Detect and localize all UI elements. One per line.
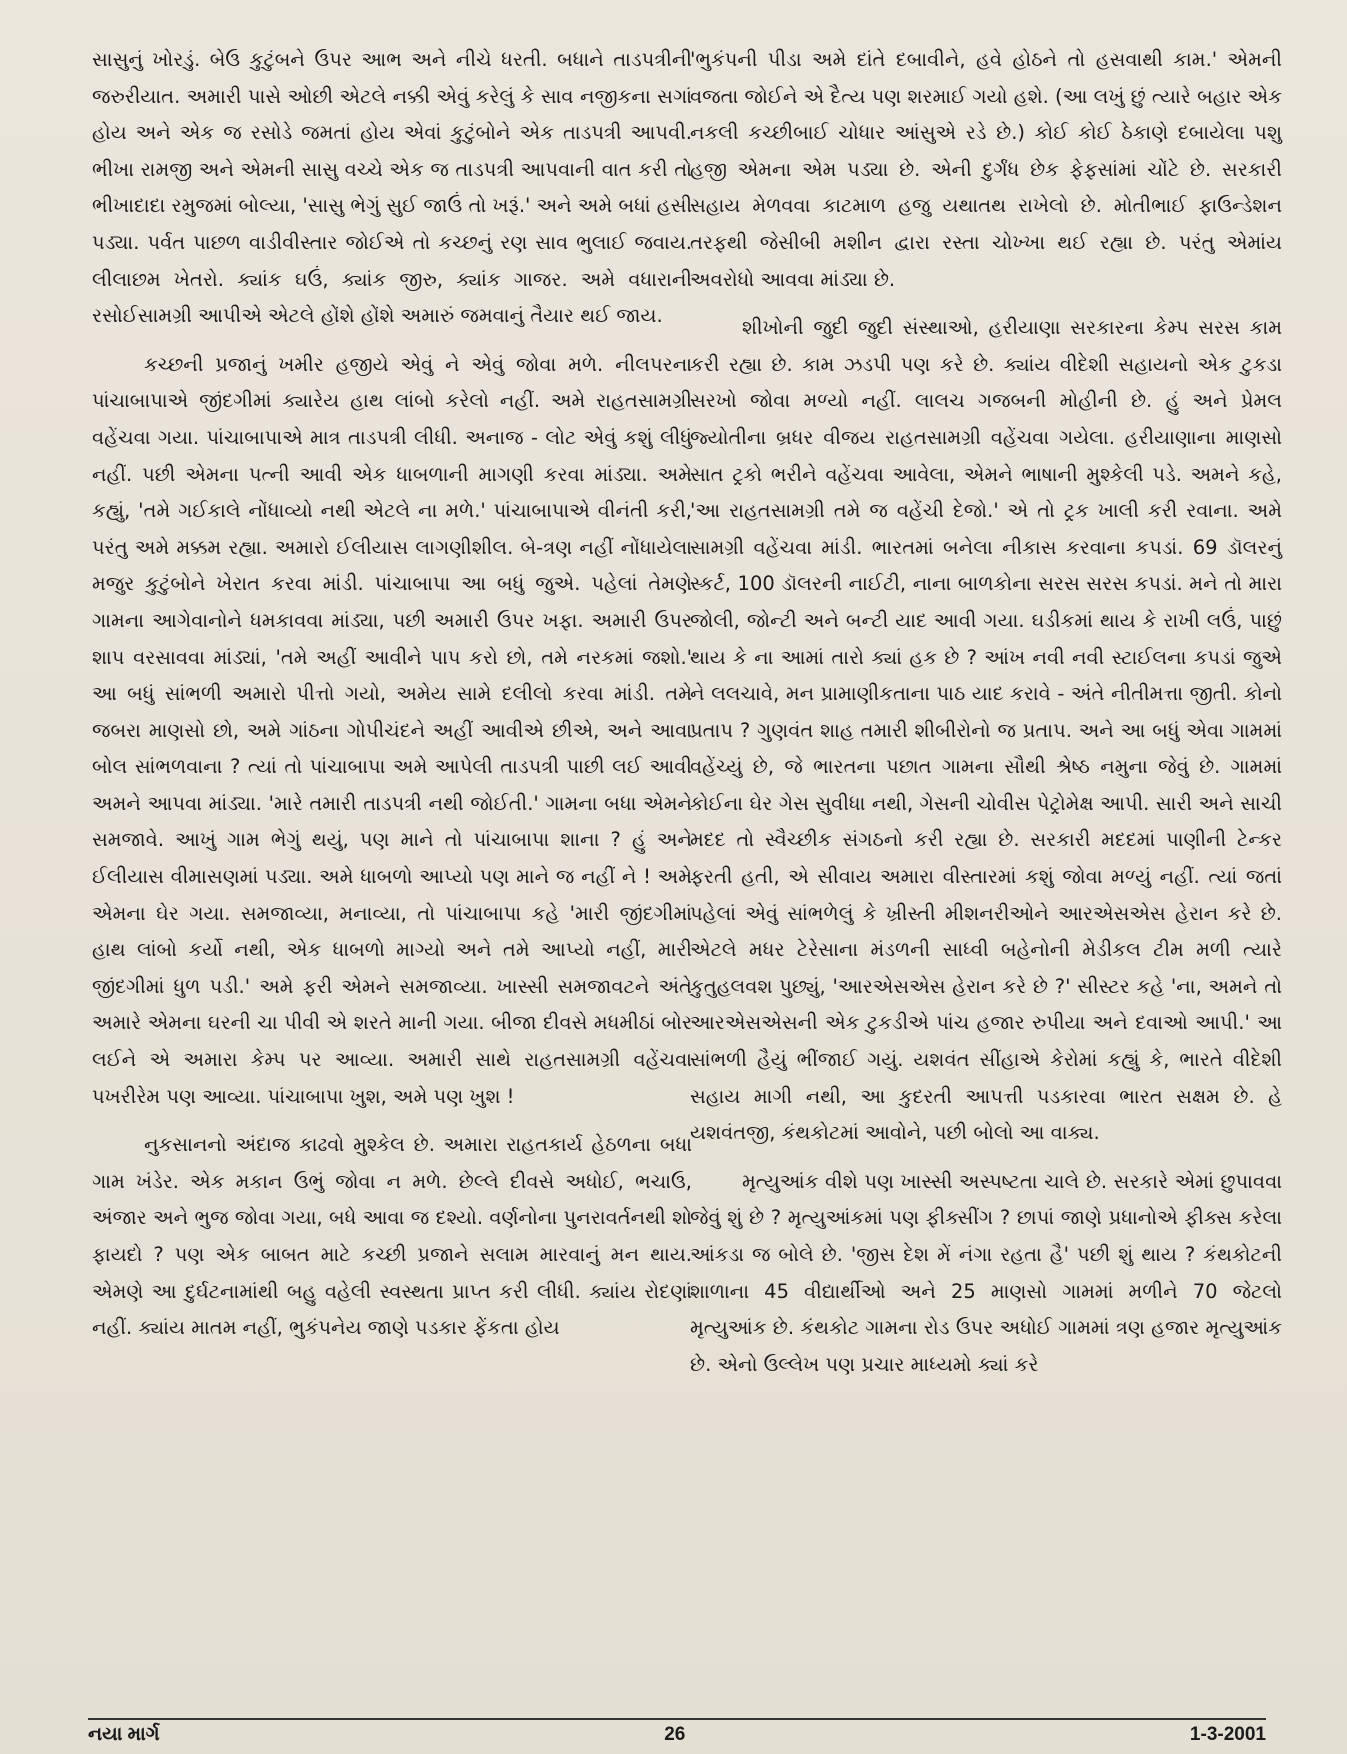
publication-name: નયા માર્ગ [88,1724,160,1745]
page-number: 26 [664,1724,686,1745]
paragraph: કચ્છની પ્રજાનું ખમીર હજીયે એવું ને એવું જોવા મળે. નીલપરના પાંચાબાપાએ જીંદગીમાં ક્યારેય હાથ લાંબો કરેલો નહીં. અમે રાહતસામગ્રી વહેંચવા ગયા. પાંચાબાપાએ માત્ર તાડપત્રી લીધી. અનાજ - લોટ એવું કશું લીધું નહીં. પછી એમના પત્ની આવી એક ધાબળાની માગણી કરવા માંડ્યા. અમે કહ્યું, 'તમે ગઈકાલે નોંધાવ્યો નથી એટલે ના મળે.' પાંચાબાપાએ વીનંતી કરી, પરંતુ અમે મક્કમ રહ્યા. અમારો ઈલીયાસ લાગણીશીલ. બે-ત્રણ નહીં નોંધાયેલા મજુર કુટુંબોને ખેરાત કરવા માંડી. પાંચાબાપા આ બધું જુએ. પહેલાં તેમણે ગામના આગેવાનોને ધમકાવવા માંડ્યા, પછી અમારી ઉપર ખફા. અમારી ઉપર શાપ વરસાવવા માંડ્યાં, 'તમે અહીં આવીને પાપ કરો છો, તમે નરકમાં જશો.' આ બધું સાંભળી અમારો પીત્તો ગયો, અમેય સામે દલીલો કરવા માંડી. તમે જબરા માણસો છો, અમે ગાંઠના ગોપીચંદને અહીં આવીએ છીએ, અને આવા બોલ સાંભળવાના ? ત્યાં તો પાંચાબાપા અમે આપેલી તાડપત્રી પાછી લઈ આવી અમને આપવા માંડ્યા. 'મારે તમારી તાડપત્રી નથી જોઈતી.' ગામના બધા એમને સમજાવે. આખું ગામ ભેગું થયું, પણ માને તો પાંચાબાપા શાના ? હું અને ઈલીયાસ વીમાસણમાં પડ્યા. અમે ધાબળો આપ્યો પણ માને જ નહીં ને ! અમે એમના ઘેર ગયા. સમજાવ્યા, મનાવ્યા, તો પાંચાબાપા કહે 'મારી જીંદગીમાં હાથ લાંબો કર્યો નથી, એક ધાબળો માગ્યો અને તમે આપ્યો નહીં, મારી જીંદગીમાં ધુળ પડી.' અમે ફરી એમને સમજાવ્યા. ખાસ્સી સમજાવટને અંતે અમારે એમના ઘરની ચા પીવી એ શરતે માની ગયા. બીજા દીવસે મધમીઠાં બોર લઈને એ અમારા કેમ્પ પર આવ્યા. અમારી સાથે રાહતસામગ્રી વહેંચવા પખરીરેમ પણ આવ્યા. પાંચાબાપા ખુશ, અમે પણ ખુશ ! [92,352,692,1108]
paragraph: સાસુનું ખોરડું. બેઉ કુટુંબને ઉપર આભ અને નીચે ધરતી. બધાને તાડપત્રીની જરુરીયાત. અમારી પાસે ઓછી એટલે નક્કી એવું કરેલું કે સાવ નજીકના સગાં હોય અને એક જ રસોડે જમતાં હોય એવાં કુટુંબોને એક તાડપત્રી આપવી. ભીખા રામજી અને એમની સાસુ વચ્ચે એક જ તાડપત્રી આપવાની વાત કરી તો ભીખાદાદા રમુજમાં બોલ્યા, 'સાસુ ભેગું સુઈ જાઉં તો ખરૂં.' અને અમે બધાં હસી પડ્યા. પર્વત પાછળ વાડીવીસ્તાર જોઈએ તો કચ્છનું રણ સાવ ભુલાઈ જવાય. લીલાછમ ખેતરો. ક્યાંક ઘઉં, ક્યાંક જીરુ, ક્યાંક ગાજર. અમે વધારાની રસોઈસામગ્રી આપીએ એટલે હોંશે હોંશે અમારું જમવાનું તૈયાર થઈ જાય. [92,48,693,328]
right-text-column [690,42,1282,1395]
paragraph: શીખોની જુદી જુદી સંસ્થાઓ, હરીયાણા સરકારના કેમ્પ સરસ કામ કરી રહ્યા છે. કામ ઝડપી પણ કરે છે. ક્યાંય વીદેશી સહાયનો એક ટુકડા સરખો જોવા મળ્યો નહીં. લાલચ ગજબની મોહીની છે. હું અને પ્રેમલ જ્યોતીના બ્રધર વીજય રાહતસામગ્રી વહેંચવા ગયેલા. હરીયાણાના માણસો સાત ટ્રકો ભરીને વહેંચવા આવેલા, એમને ભાષાની મુશ્કેલી પડે. અમને કહે, 'આ રાહતસામગ્રી તમે જ વહેંચી દેજો.' એ તો ટ્રક ખાલી કરી રવાના. અમે સામગ્રી વહેંચવા માંડી. ભારતમાં બનેલા નીકાસ કરવાના કપડાં. 69 ડૉલરનું સ્કર્ટ, 100 ડૉલરની નાઈટી, નાના બાળકોના સરસ સરસ કપડાં. મને તો મારા જોલી, જોન્ટી અને બન્ટી યાદ આવી ગયા. ઘડીકમાં થાય કે રાખી લઉં, પાછું થાય કે ના આમાં તારો ક્યાં હક છે ? આંખ નવી નવી સ્ટાઈલના કપડાં જુએ ને લલચાવે, મન પ્રામાણીકતાના પાઠ યાદ કરાવે - અંતે નીતીમત્તા જીતી. કોનો પ્રતાપ ? ગુણવંત શાહ તમારી શીબીરોનો જ પ્રતાપ. અને આ બધું એવા ગામમાં વહેંચ્યું છે, જે ભારતના પછાત ગામના સૌથી શ્રેષ્ઠ નમુના જેવું છે. ગામમાં કોઈના ઘેર ગેસ સુવીધા નથી, ગેસની ચોવીસ પેટ્રોમેક્ષ આપી. સારી અને સાચી મદદ તો સ્વૈચ્છીક સંગઠનો કરી રહ્યા છે. સરકારી મદદમાં પાણીની ટેન્કર ફરતી હતી, એ સીવાય અમારા વીસ્તારમાં કશું જોવા મળ્યું નહીં. ત્યાં જતાં પહેલાં એવું સાંભળેલું કે ખ્રીસ્તી મીશનરીઓને આરએસએસ હેરાન કરે છે. એટલે મધર ટેરેસાના મંડળની સાધ્વી બહેનોની મેડીકલ ટીમ મળી ત્યારે કુતુહલવશ પુછ્યું, 'આરએસએસ હેરાન કરે છે ?' સીસ્ટર કહે 'ના, અમને તો આરએસએસની એક ટુકડીએ પાંચ હજાર રુપીયા અને દવાઓ આપી.' આ સાંભળી હૈયું ભીંજાઈ ગયું. યશવંત સીંહાએ કેરોમાં કહ્યું કે, ભારતે વીદેશી સહાય માગી નથી, આ કુદરતી આપત્તી પડકારવા ભારત સક્ષમ છે. હે યશવંતજી, કંથકોટમાં આવોને, પછી બોલો આ વાક્ય. [690,316,1282,1145]
paragraph: નુકસાનનો અંદાજ કાઢવો મુશ્કેલ છે. અમારા રાહતકાર્ય હેઠળના બધા ગામ ખંડેર. એક મકાન ઉભું જોવા ન મળે. છેલ્લે દીવસે અધોઈ, ભચાઉ, અંજાર અને ભુજ જોવા ગયા, બધે આવા જ દશ્યો. વર્ણનોના પુનરાવર્તનથી શો ફાયદો ? પણ એક બાબત માટે કચ્છી પ્રજાને સલામ મારવાનું મન થાય. એમણે આ દુર્ઘટનામાંથી બહુ વહેલી સ્વસ્થતા પ્રાપ્ત કરી લીધી. ક્યાંય રોદણાં નહીં. ક્યાંય માતમ નહીં, ભુકંપનેય જાણે પડકાર ફેંકતા હોય [92,1133,692,1340]
issue-date: 1-3-2001 [1189,1724,1266,1745]
footer-divider [88,1718,1266,1720]
page-footer [88,1724,1266,1746]
paragraph: 'ભુકંપની પીડા અમે દાંતે દબાવીને, હવે હોઠને તો હસવાથી કામ.' એમની વજતા જોઈને એ દૈત્ય પણ શરમાઈ ગયો હશે. (આ લખું છું ત્યારે બહાર એક નકલી કચ્છીબાઈ ચોધાર આંસુએ રડે છે.) કોઈ કોઈ ઠેકાણે દબાયેલા પશુ હજી એમના એમ પડ્યા છે. એની દુર્ગંધ છેક ફેફસાંમાં ચોંટે છે. સરકારી સહાય મેળવવા કાટમાળ હજુ યથાતથ રાખેલો છે. મોતીભાઈ ફાઉન્ડેશન તરફથી જેસીબી મશીન દ્વારા રસ્તા ચોખ્ખા થઈ રહ્યા છે. પરંતુ એમાંય અવરોધો આવવા માંડ્યા છે. [690,48,1282,291]
left-text-column [92,42,692,1359]
paragraph: મૃત્યુઆંક વીશે પણ ખાસ્સી અસ્પષ્ટતા ચાલે છે. સરકારે એમાં છુપાવવા જેવું શું છે ? મૃત્યુઆંકમાં પણ ફીક્સીંગ ? છાપાં જાણે પ્રધાનોએ ફીક્સ કરેલા આંકડા જ બોલે છે. 'જીસ દેશ મેં નંગા રહતા હૈ' પછી શું થાય ? કંથકોટની શાળાના 45 વીદ્યાર્થીઓ અને 25 માણસો ગામમાં મળીને 70 જેટલો મૃત્યુઆંક છે. કંથકોટ ગામના રોડ ઉપર અધોઈ ગામમાં ત્રણ હજાર મૃત્યુઆંક છે. એનો ઉલ્લેખ પણ પ્રચાર માધ્યમો ક્યાં કરે [690,1169,1282,1376]
